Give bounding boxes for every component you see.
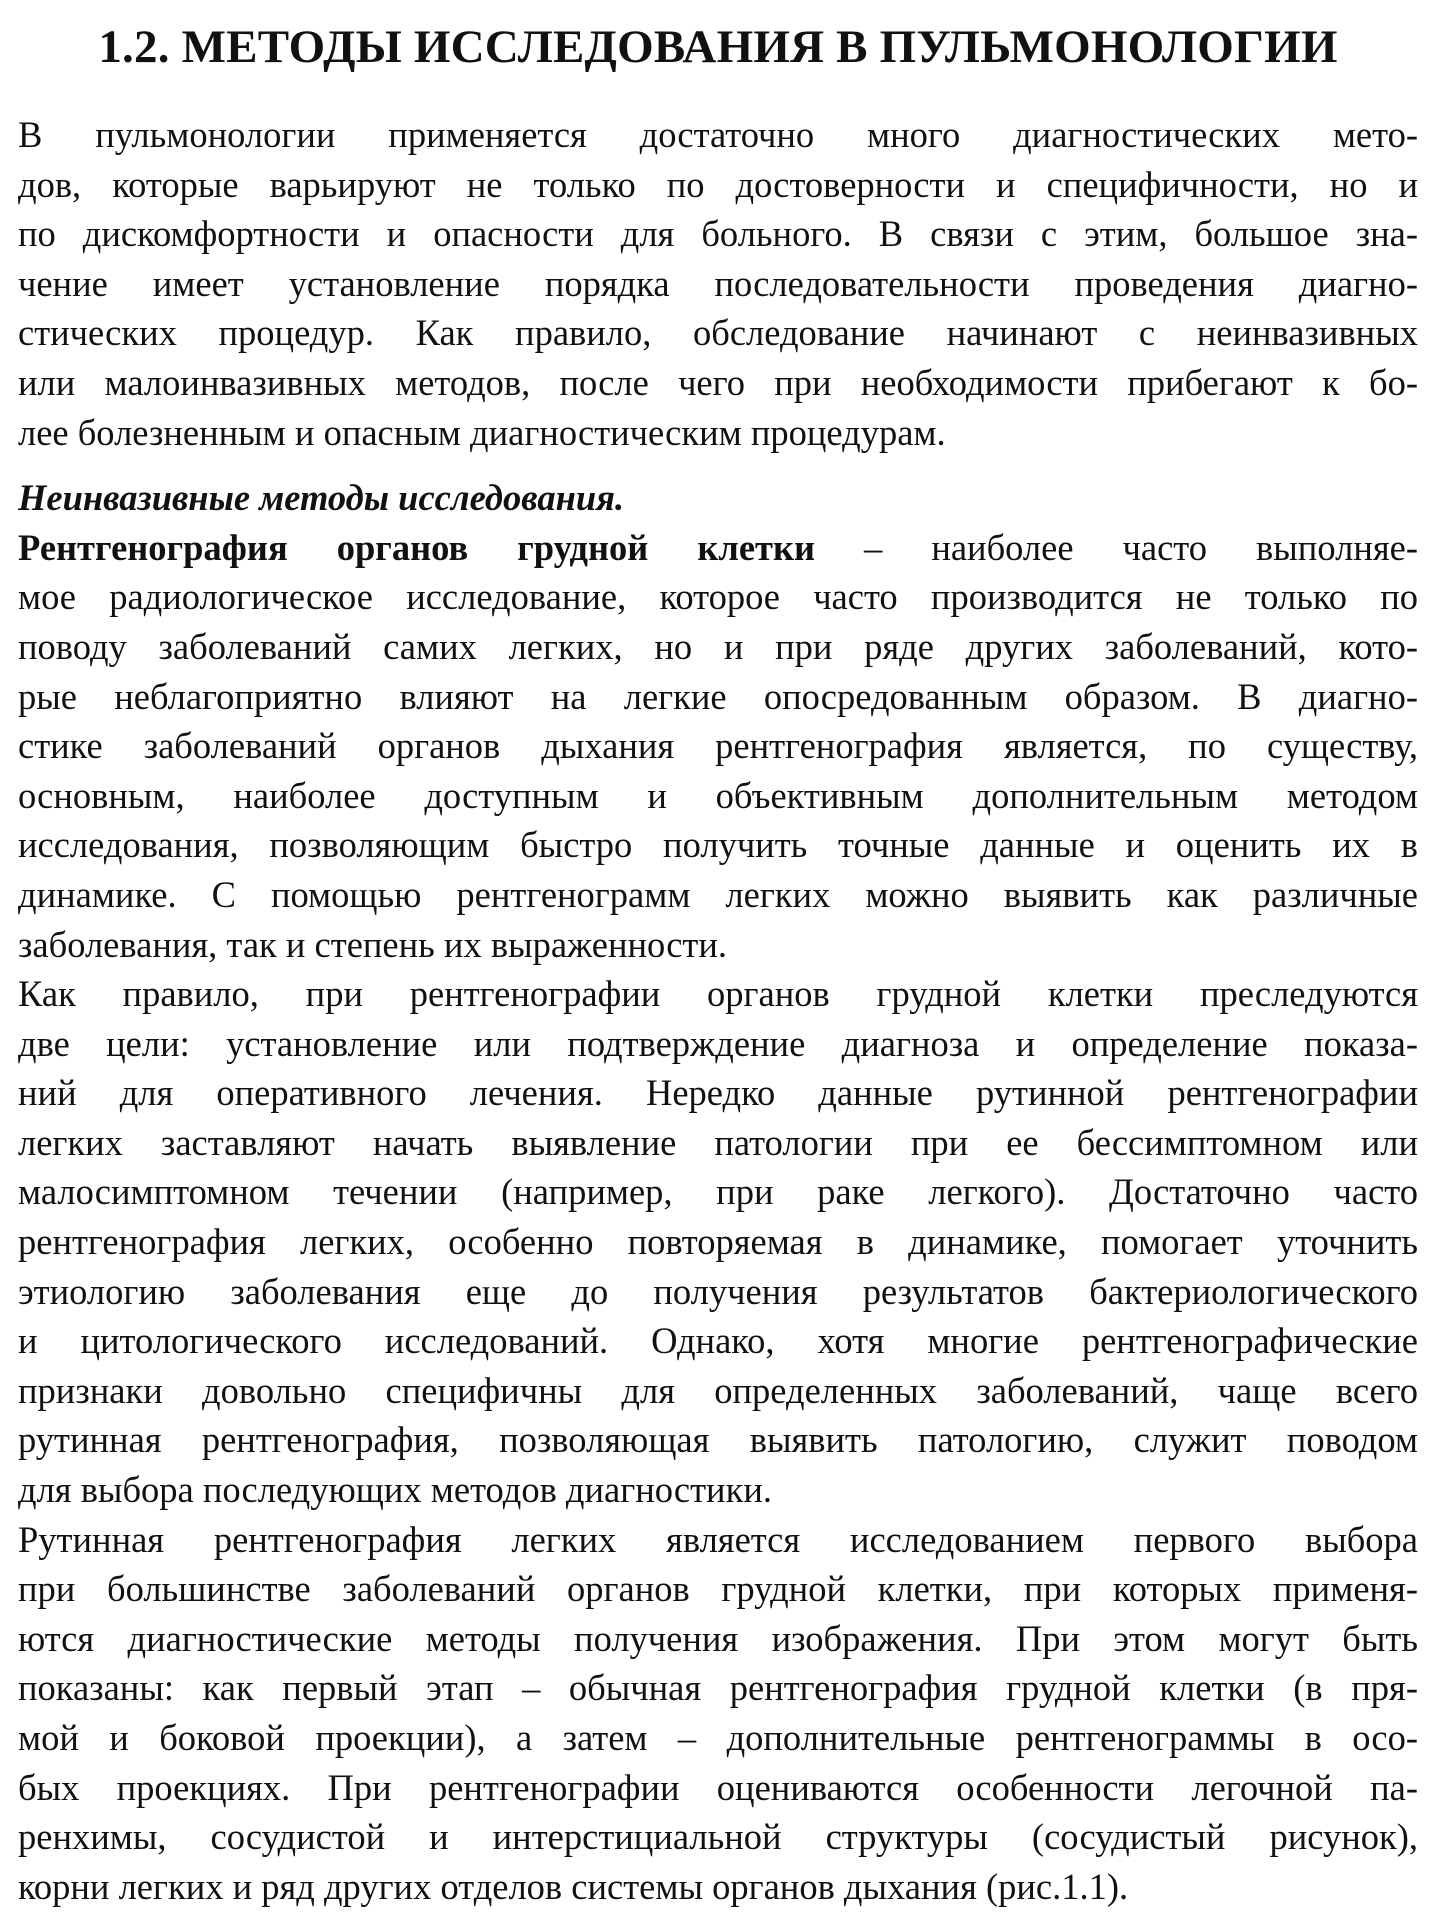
text-line: или малоинвазивных методов, после чего при необходимости прибегают к бо- — [18, 361, 1418, 403]
text-line: лее болезненным и опасным диагностическим процедурам. — [18, 411, 946, 453]
paragraph-intro — [18, 110, 1418, 457]
text-line: рые неблагоприятно влияют на легкие опосредованным образом. В диагно- — [18, 675, 1418, 717]
text-line: мое радиологическое исследование, которое часто производится не только по — [18, 576, 1418, 618]
document-page — [18, 18, 1418, 1911]
text-line: мой и боковой проекции), а затем – дополнительные рентгенограммы в осо- — [18, 1717, 1418, 1758]
text-line: корни легких и ряд других отделов системы органов дыхания (рис.1.1). — [18, 1865, 1129, 1907]
text-line: исследования, позволяющим быстро получить точные данные и оценить их в — [18, 824, 1418, 866]
text-line: стических процедур. Как правило, обследование начинают с неинвазивных — [18, 312, 1418, 354]
text-line: В пульмонологии применяется достаточно много диагностических мето- — [18, 114, 1418, 155]
paragraph-routine — [18, 1515, 1418, 1912]
section-title: 1.2. МЕТОДЫ ИССЛЕДОВАНИЯ В ПУЛЬМОНОЛОГИИ — [98, 21, 1338, 73]
subheading: Неинвазивные методы исследования. — [18, 477, 625, 519]
text-line: при большинстве заболеваний органов грудной клетки, при которых применя- — [18, 1568, 1418, 1610]
text-line: признаки довольно специфичны для определенных заболеваний, чаще всего — [18, 1369, 1418, 1411]
text-line: этиологию заболевания еще до получения результатов бактериологического — [18, 1270, 1418, 1312]
text-line: для выбора последующих методов диагностики. — [18, 1469, 772, 1511]
text-line: основным, наиболее доступным и объективным дополнительным методом — [18, 774, 1418, 816]
text-line: показаны: как первый этап – обычная рентгенография грудной клетки (в пря- — [18, 1667, 1418, 1709]
text-line: бых проекциях. При рентгенографии оцениваются особенности легочной па- — [18, 1766, 1418, 1808]
text-line: поводу заболеваний самих легких, но и при ряде других заболеваний, кото- — [18, 625, 1418, 667]
text-line: стике заболеваний органов дыхания рентгенография является, по существу, — [18, 725, 1418, 767]
text-line: Рутинная рентгенография легких является исследованием первого выбора — [18, 1518, 1418, 1560]
text-line: ний для оперативного лечения. Нередко данные рутинной рентгенографии — [18, 1072, 1418, 1114]
paragraph-xray — [18, 473, 1418, 969]
text-fragment: – наиболее часто выполняе- — [815, 526, 1418, 568]
text-line: заболевания, так и степень их выраженности. — [18, 923, 728, 965]
term-bold: Рентгенография органов грудной клетки — [18, 526, 816, 568]
text-line: рентгенография легких, особенно повторяемая в динамике, помогает уточнить — [18, 1221, 1418, 1263]
text-line: малосимптомном течении (например, при раке легкого). Достаточно часто — [18, 1171, 1418, 1213]
text-line: ются диагностические методы получения изображения. При этом могут быть — [18, 1617, 1418, 1659]
text-line: Как правило, при рентгенографии органов грудной клетки преследуются — [18, 973, 1418, 1015]
text-line: и цитологического исследований. Однако, хотя многие рентгенографические — [18, 1320, 1418, 1362]
text-line: дов, которые варьируют не только по достоверности и специфичности, но и — [18, 163, 1418, 205]
text-line: рутинная рентгенография, позволяющая выявить патологию, служит поводом — [18, 1419, 1418, 1461]
text-line: легких заставляют начать выявление патологии при ее бессимптомном или — [18, 1121, 1418, 1163]
text-line: динамике. С помощью рентгенограмм легких можно выявить как различные — [18, 873, 1418, 915]
text-line: чение имеет установление порядка последовательности проведения диагно- — [18, 262, 1418, 304]
text-line — [18, 523, 1418, 573]
text-line: две цели: установление или подтверждение диагноза и определение показа- — [18, 1022, 1418, 1064]
text-line: ренхимы, сосудистой и интерстициальной структуры (сосудистый рисунок), — [18, 1816, 1418, 1858]
paragraph-goals — [18, 969, 1418, 1515]
text-line: по дискомфортности и опасности для больного. В связи с этим, большое зна- — [18, 213, 1418, 255]
